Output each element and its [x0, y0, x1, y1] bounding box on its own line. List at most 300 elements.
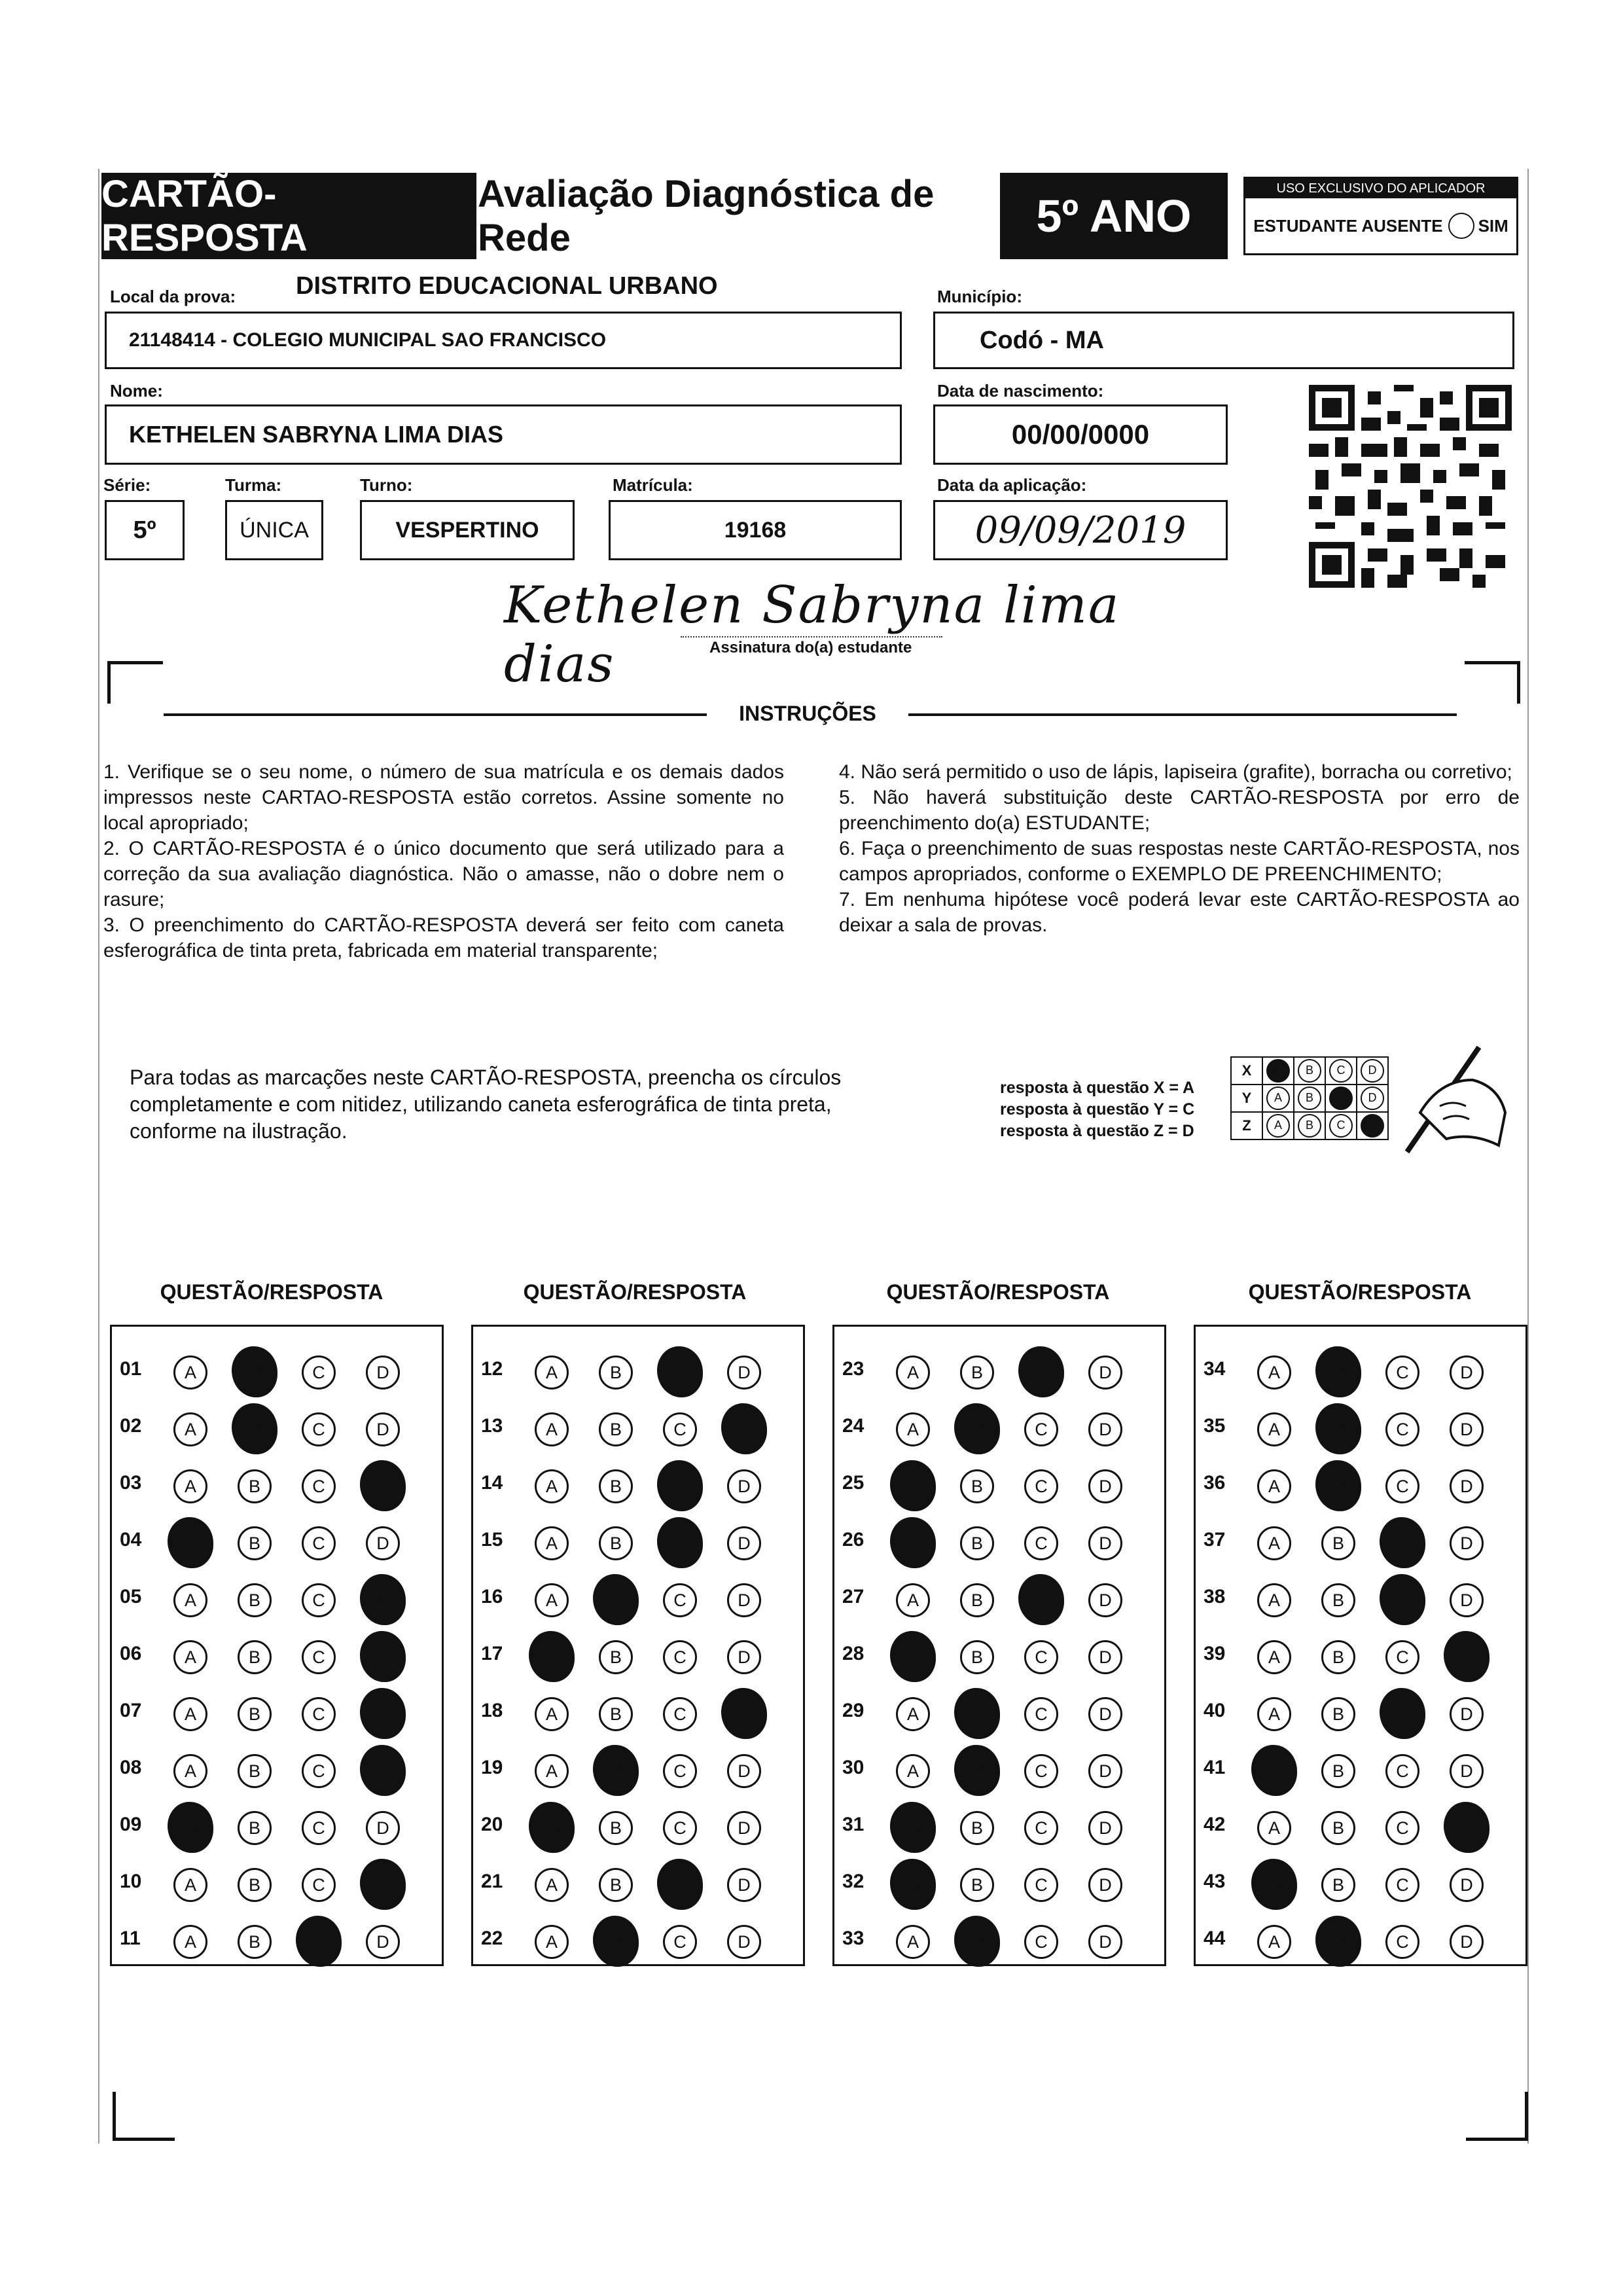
answer-bubble-d[interactable]: D — [1450, 1868, 1484, 1902]
answer-bubble-a[interactable]: A — [535, 1754, 569, 1788]
turma-value: ÚNICA — [240, 517, 309, 543]
example-bubble-d: D — [1361, 1114, 1384, 1138]
turno-label: Turno: — [360, 475, 413, 495]
aplicacao-label: Data da aplicação: — [937, 475, 1087, 495]
question-number: 06 — [120, 1643, 142, 1664]
answer-bubble-a[interactable]: A — [529, 1631, 575, 1682]
column-header: QUESTÃO/RESPOSTA — [1248, 1280, 1472, 1304]
question-row — [473, 1626, 803, 1687]
answer-bubble-b[interactable]: B — [960, 1583, 994, 1617]
question-row — [473, 1910, 803, 1971]
answer-bubble-c[interactable]: C — [1385, 1469, 1419, 1503]
answer-bubble-d[interactable]: D — [360, 1574, 406, 1625]
answer-bubble-d[interactable]: D — [1088, 1412, 1122, 1446]
answer-bubble-d[interactable]: D — [366, 1355, 400, 1390]
answer-bubble-d[interactable]: D — [721, 1403, 767, 1454]
municipio-field — [933, 312, 1514, 369]
answer-bubble-c[interactable]: C — [1024, 1469, 1058, 1503]
answer-bubble-b[interactable]: B — [1321, 1583, 1355, 1617]
question-number: 19 — [481, 1757, 503, 1778]
question-number: 25 — [842, 1472, 865, 1494]
answer-bubble-c[interactable]: C — [302, 1412, 336, 1446]
answer-bubble-a[interactable]: A — [890, 1631, 936, 1682]
answer-bubble-d[interactable]: D — [1088, 1526, 1122, 1560]
question-row — [1196, 1797, 1525, 1857]
answer-bubble-a[interactable]: A — [1257, 1355, 1291, 1390]
answer-bubble-c[interactable]: C — [663, 1412, 697, 1446]
question-number: 37 — [1204, 1529, 1226, 1551]
nome-field — [105, 404, 902, 465]
answer-bubble-d[interactable]: D — [1088, 1754, 1122, 1788]
answer-bubble-b[interactable]: B — [954, 1745, 1000, 1796]
answer-bubble-b[interactable]: B — [593, 1916, 639, 1967]
answer-bubble-d[interactable]: D — [721, 1688, 767, 1739]
answer-bubble-b[interactable]: B — [599, 1526, 633, 1560]
example-row-label: Z — [1231, 1112, 1262, 1139]
question-number: 31 — [842, 1814, 865, 1835]
turno-field — [360, 500, 575, 560]
question-row — [473, 1683, 803, 1744]
serie-label: Série: — [103, 475, 151, 495]
corner-mark-bottom-right — [1466, 2092, 1528, 2141]
answer-bubble-d[interactable]: D — [1088, 1640, 1122, 1674]
answer-bubble-c[interactable]: C — [1024, 1697, 1058, 1731]
answer-bubble-c[interactable]: C — [1024, 1868, 1058, 1902]
answer-bubble-c[interactable]: C — [1385, 1811, 1419, 1845]
answer-bubble-a[interactable]: A — [1257, 1925, 1291, 1959]
answer-bubble-c[interactable]: C — [657, 1346, 703, 1397]
answer-bubble-b[interactable]: B — [954, 1688, 1000, 1739]
question-row — [1196, 1455, 1525, 1516]
serie-field — [105, 500, 185, 560]
question-row — [1196, 1398, 1525, 1459]
answer-bubble-a[interactable]: A — [529, 1802, 575, 1853]
answer-bubble-a[interactable]: A — [1251, 1745, 1297, 1796]
answer-column — [471, 1325, 805, 1966]
answer-bubble-b[interactable]: B — [593, 1574, 639, 1625]
answer-bubble-c[interactable]: C — [296, 1916, 342, 1967]
answer-bubble-b[interactable]: B — [1321, 1811, 1355, 1845]
example-bubble-c: C — [1329, 1086, 1353, 1110]
example-bubble-b: B — [1298, 1114, 1321, 1138]
turma-field — [225, 500, 323, 560]
header-title: CARTÃO-RESPOSTA — [101, 173, 476, 259]
answer-column — [832, 1325, 1166, 1966]
answer-bubble-b[interactable]: B — [1321, 1526, 1355, 1560]
answer-bubble-a[interactable]: A — [535, 1868, 569, 1902]
example-bubble-d: D — [1361, 1086, 1384, 1110]
answer-bubble-b[interactable]: B — [238, 1811, 272, 1845]
question-row — [473, 1398, 803, 1459]
local-label: Local da prova: — [110, 287, 236, 306]
fill-instruction: Para todas as marcações neste CARTÃO-RESPOSTA, preencha os círculos completamente e com nitidez, utilizando caneta esferográfica de tinta preta, conforme na ilustração. — [130, 1066, 842, 1143]
answer-bubble-c[interactable]: C — [302, 1355, 336, 1390]
question-row — [834, 1797, 1164, 1857]
question-number: 11 — [120, 1928, 141, 1949]
answer-bubble-a[interactable]: A — [535, 1697, 569, 1731]
answer-bubble-d[interactable]: D — [360, 1688, 406, 1739]
answer-bubble-a[interactable]: A — [1257, 1640, 1291, 1674]
answer-bubble-a[interactable]: A — [173, 1583, 207, 1617]
answer-bubble-c[interactable]: C — [663, 1811, 697, 1845]
instruction-2: 2. O CARTÃO-RESPOSTA é o único documento que será utilizado para a correção da sua avaliação diagnóstica. Não o amasse, não o dobre nem o rasure; — [103, 838, 784, 910]
answer-bubble-a[interactable]: A — [1257, 1526, 1291, 1560]
absent-option: SIM — [1478, 215, 1508, 236]
answer-bubble-b[interactable]: B — [238, 1469, 272, 1503]
answer-bubble-b[interactable]: B — [238, 1526, 272, 1560]
answer-bubble-b[interactable]: B — [960, 1811, 994, 1845]
answer-bubble-a[interactable]: A — [896, 1355, 930, 1390]
question-row — [112, 1683, 442, 1744]
answer-bubble-d[interactable]: D — [727, 1583, 761, 1617]
answer-bubble-b[interactable]: B — [1315, 1403, 1361, 1454]
answer-bubble-b[interactable]: B — [960, 1469, 994, 1503]
instruction-5: 5. Não haverá substituição deste CARTÃO-RESPOSTA por erro de preenchimento do(a) ESTUDANTE; — [839, 787, 1520, 834]
answer-bubble-b[interactable]: B — [238, 1868, 272, 1902]
nome-label: Nome: — [110, 381, 163, 401]
question-number: 10 — [120, 1871, 142, 1892]
answer-bubble-a[interactable]: A — [1257, 1697, 1291, 1731]
answer-bubble-b[interactable]: B — [1321, 1697, 1355, 1731]
question-row — [1196, 1683, 1525, 1744]
corner-mark-top-left — [107, 661, 163, 704]
answer-bubble-c[interactable]: C — [302, 1469, 336, 1503]
answer-bubble-d[interactable]: D — [1450, 1925, 1484, 1959]
column-header: QUESTÃO/RESPOSTA — [886, 1280, 1110, 1304]
answer-bubble-a[interactable]: A — [173, 1640, 207, 1674]
answer-bubble-c[interactable]: C — [663, 1640, 697, 1674]
answer-bubble-d[interactable]: D — [366, 1526, 400, 1560]
question-row — [1196, 1569, 1525, 1630]
answer-bubble-b[interactable]: B — [599, 1868, 633, 1902]
example-bubble-b: B — [1298, 1059, 1321, 1083]
answer-bubble-d[interactable]: D — [727, 1526, 761, 1560]
answer-bubble-b[interactable]: B — [593, 1745, 639, 1796]
answer-bubble-a[interactable]: A — [1257, 1811, 1291, 1845]
answer-bubble-c[interactable]: C — [1380, 1517, 1425, 1568]
question-number: 05 — [120, 1586, 142, 1607]
answer-bubble-b[interactable]: B — [599, 1640, 633, 1674]
answer-bubble-d[interactable]: D — [366, 1925, 400, 1959]
question-number: 15 — [481, 1529, 503, 1551]
question-number: 41 — [1204, 1757, 1226, 1778]
answer-bubble-c[interactable]: C — [1385, 1412, 1419, 1446]
answer-bubble-a[interactable]: A — [535, 1925, 569, 1959]
answer-bubble-c[interactable]: C — [1024, 1754, 1058, 1788]
turma-label: Turma: — [225, 475, 282, 495]
answer-bubble-a[interactable]: A — [890, 1802, 936, 1853]
instructions-rule-left — [164, 713, 707, 716]
answer-bubble-a[interactable]: A — [173, 1355, 207, 1390]
question-row — [834, 1683, 1164, 1744]
answer-bubble-d[interactable]: D — [1088, 1868, 1122, 1902]
nascimento-label: Data de nascimento: — [937, 381, 1104, 401]
question-number: 33 — [842, 1928, 865, 1949]
answer-bubble-d[interactable]: D — [727, 1640, 761, 1674]
answer-bubble-a[interactable]: A — [168, 1517, 213, 1568]
question-row — [1196, 1512, 1525, 1573]
answer-bubble-d[interactable]: D — [1444, 1631, 1489, 1682]
answer-bubble-b[interactable]: B — [1315, 1916, 1361, 1967]
answer-bubble-a[interactable]: A — [173, 1412, 207, 1446]
answer-bubble-c[interactable]: C — [657, 1460, 703, 1511]
answer-bubble-d[interactable]: D — [1450, 1412, 1484, 1446]
answer-bubble-c[interactable]: C — [663, 1754, 697, 1788]
answer-bubble-b[interactable]: B — [232, 1346, 277, 1397]
answer-bubble-c[interactable]: C — [657, 1859, 703, 1910]
answer-bubble-b[interactable]: B — [960, 1526, 994, 1560]
question-number: 14 — [481, 1472, 503, 1494]
answer-bubble-b[interactable]: B — [954, 1403, 1000, 1454]
question-number: 18 — [481, 1700, 503, 1721]
question-number: 07 — [120, 1700, 142, 1721]
answer-bubble-d[interactable]: D — [360, 1460, 406, 1511]
question-number: 38 — [1204, 1586, 1226, 1607]
answer-bubble-b[interactable]: B — [960, 1868, 994, 1902]
answer-bubble-b[interactable]: B — [599, 1469, 633, 1503]
question-number: 32 — [842, 1871, 865, 1892]
answer-bubble-d[interactable]: D — [1088, 1469, 1122, 1503]
instructions-left — [103, 759, 784, 963]
answer-bubble-c[interactable]: C — [302, 1526, 336, 1560]
answer-bubble-c[interactable]: C — [1385, 1640, 1419, 1674]
answer-bubble-b[interactable]: B — [599, 1355, 633, 1390]
answer-bubble-b[interactable]: B — [1321, 1754, 1355, 1788]
absent-panel — [1243, 177, 1518, 255]
question-number: 20 — [481, 1814, 503, 1835]
answer-bubble-d[interactable]: D — [727, 1469, 761, 1503]
exclusive-label: USO EXCLUSIVO DO APLICADOR — [1245, 179, 1516, 198]
answer-bubble-b[interactable]: B — [1315, 1460, 1361, 1511]
fill-example-table — [1230, 1056, 1389, 1140]
answer-bubble-d[interactable]: D — [1450, 1583, 1484, 1617]
municipio-label: Município: — [937, 287, 1022, 306]
answer-bubble-c[interactable]: C — [657, 1517, 703, 1568]
district: DISTRITO EDUCACIONAL URBANO — [296, 272, 718, 300]
example-row — [1231, 1085, 1388, 1112]
answer-bubble-c[interactable]: C — [302, 1697, 336, 1731]
signature-label: Assinatura do(a) estudante — [709, 639, 912, 656]
school-value: 21148414 - COLEGIO MUNICIPAL SAO FRANCISCO — [129, 329, 607, 351]
answer-bubble-b[interactable]: B — [238, 1583, 272, 1617]
answer-bubble-c[interactable]: C — [1385, 1925, 1419, 1959]
answer-bubble-b[interactable]: B — [599, 1697, 633, 1731]
answer-bubble-d[interactable]: D — [1088, 1355, 1122, 1390]
answer-bubble-c[interactable]: C — [1018, 1574, 1064, 1625]
answer-bubble-c[interactable]: C — [302, 1754, 336, 1788]
question-number: 43 — [1204, 1871, 1226, 1892]
answer-bubble-d[interactable]: D — [1450, 1697, 1484, 1731]
municipio-value: Codó - MA — [980, 326, 1104, 354]
answer-bubble-d[interactable]: D — [1450, 1754, 1484, 1788]
answer-bubble-a[interactable]: A — [896, 1412, 930, 1446]
answer-bubble-d[interactable]: D — [366, 1811, 400, 1845]
answer-bubble-c[interactable]: C — [302, 1868, 336, 1902]
answer-bubble-a[interactable]: A — [1257, 1412, 1291, 1446]
corner-mark-top-right — [1465, 661, 1520, 704]
answer-bubble-d[interactable]: D — [1444, 1802, 1489, 1853]
question-row — [112, 1341, 442, 1402]
signature-line — [681, 636, 942, 638]
answer-bubble-d[interactable]: D — [1088, 1925, 1122, 1959]
answer-bubble-d[interactable]: D — [1450, 1469, 1484, 1503]
question-row — [834, 1569, 1164, 1630]
answer-bubble-b[interactable]: B — [960, 1355, 994, 1390]
question-row — [112, 1512, 442, 1573]
answer-bubble-d[interactable]: D — [727, 1355, 761, 1390]
answer-bubble-c[interactable]: C — [1024, 1526, 1058, 1560]
answer-bubble-b[interactable]: B — [599, 1412, 633, 1446]
answer-bubble-a[interactable]: A — [173, 1925, 207, 1959]
question-number: 24 — [842, 1415, 865, 1437]
answer-bubble-a[interactable]: A — [1257, 1583, 1291, 1617]
nome-value: KETHELEN SABRYNA LIMA DIAS — [129, 421, 504, 448]
answer-bubble-a[interactable]: A — [890, 1859, 936, 1910]
question-row — [112, 1626, 442, 1687]
question-number: 08 — [120, 1757, 142, 1778]
answer-bubble-d[interactable]: D — [727, 1754, 761, 1788]
question-number: 36 — [1204, 1472, 1226, 1494]
question-number: 22 — [481, 1928, 503, 1949]
answer-bubble-c[interactable]: C — [663, 1925, 697, 1959]
instruction-3: 3. O preenchimento do CARTÃO-RESPOSTA deverá ser feito com caneta esferográfica de tinta preta, fabricada em material transparente; — [103, 914, 784, 961]
answer-bubble-c[interactable]: C — [1024, 1811, 1058, 1845]
answer-bubble-b[interactable]: B — [238, 1925, 272, 1959]
example-row — [1231, 1112, 1388, 1139]
question-number: 09 — [120, 1814, 142, 1835]
matricula-value: 19168 — [724, 517, 787, 543]
question-row — [473, 1341, 803, 1402]
question-number: 29 — [842, 1700, 865, 1721]
school-field — [105, 312, 902, 369]
answer-bubble-b[interactable]: B — [232, 1403, 277, 1454]
example-bubble-c: C — [1329, 1059, 1353, 1083]
answer-bubble-b[interactable]: B — [954, 1916, 1000, 1967]
answer-bubble-c[interactable]: C — [1018, 1346, 1064, 1397]
answer-bubble-c[interactable]: C — [1024, 1640, 1058, 1674]
answer-bubble-a[interactable]: A — [173, 1754, 207, 1788]
answer-bubble-a[interactable]: A — [535, 1469, 569, 1503]
answer-bubble-d[interactable]: D — [1088, 1811, 1122, 1845]
instruction-1: 1. Verifique se o seu nome, o número de sua matrícula e os demais dados impressos neste CARTAO-RESPOSTA estão corretos. Assine somente no local apropriado; — [103, 761, 784, 834]
answer-bubble-a[interactable]: A — [173, 1469, 207, 1503]
answer-bubble-a[interactable]: A — [535, 1583, 569, 1617]
question-number: 04 — [120, 1529, 142, 1551]
absent-checkbox[interactable] — [1448, 213, 1474, 239]
answer-bubble-b[interactable]: B — [1321, 1868, 1355, 1902]
answer-bubble-d[interactable]: D — [1450, 1526, 1484, 1560]
answer-bubble-c[interactable]: C — [1380, 1574, 1425, 1625]
answer-bubble-c[interactable]: C — [302, 1640, 336, 1674]
answer-bubble-b[interactable]: B — [238, 1754, 272, 1788]
answer-bubble-c[interactable]: C — [302, 1583, 336, 1617]
question-row — [834, 1740, 1164, 1801]
serie-value: 5º — [133, 516, 156, 544]
question-number: 03 — [120, 1472, 142, 1494]
column-header: QUESTÃO/RESPOSTA — [160, 1280, 383, 1304]
answer-bubble-b[interactable]: B — [238, 1697, 272, 1731]
answer-bubble-a[interactable]: A — [173, 1868, 207, 1902]
answer-bubble-a[interactable]: A — [896, 1925, 930, 1959]
answer-bubble-d[interactable]: D — [1088, 1583, 1122, 1617]
answer-bubble-a[interactable]: A — [890, 1460, 936, 1511]
instruction-4: 4. Não será permitido o uso de lápis, lapiseira (grafite), borracha ou corretivo; — [839, 761, 1512, 783]
question-row — [112, 1740, 442, 1801]
question-row — [1196, 1910, 1525, 1971]
answer-bubble-c[interactable]: C — [1380, 1688, 1425, 1739]
answer-bubble-b[interactable]: B — [238, 1640, 272, 1674]
answer-bubble-c[interactable]: C — [1385, 1868, 1419, 1902]
question-number: 42 — [1204, 1814, 1226, 1835]
answer-bubble-a[interactable]: A — [890, 1517, 936, 1568]
answer-bubble-a[interactable]: A — [896, 1754, 930, 1788]
answer-bubble-b[interactable]: B — [1315, 1346, 1361, 1397]
column-header: QUESTÃO/RESPOSTA — [523, 1280, 747, 1304]
question-number: 13 — [481, 1415, 503, 1437]
example-row-label: X — [1231, 1057, 1262, 1085]
qr-code — [1309, 385, 1512, 588]
answer-bubble-b[interactable]: B — [960, 1640, 994, 1674]
answer-bubble-c[interactable]: C — [302, 1811, 336, 1845]
aplicacao-value: 09/09/2019 — [974, 509, 1186, 552]
answer-bubble-c[interactable]: C — [1024, 1412, 1058, 1446]
answer-bubble-c[interactable]: C — [1024, 1925, 1058, 1959]
answer-bubble-d[interactable]: D — [727, 1868, 761, 1902]
answer-bubble-a[interactable]: A — [1257, 1469, 1291, 1503]
answer-bubble-d[interactable]: D — [1450, 1355, 1484, 1390]
answer-bubble-d[interactable]: D — [727, 1811, 761, 1845]
answer-bubble-d[interactable]: D — [727, 1925, 761, 1959]
question-number: 35 — [1204, 1415, 1226, 1437]
instruction-6: 6. Faça o preenchimento de suas respostas neste CARTÃO-RESPOSTA, nos campos apropriados, conforme o EXEMPLO DE PREENCHIMENTO; — [839, 838, 1520, 885]
answer-bubble-c[interactable]: C — [1385, 1355, 1419, 1390]
answer-bubble-d[interactable]: D — [366, 1412, 400, 1446]
answer-bubble-a[interactable]: A — [173, 1697, 207, 1731]
matricula-field — [609, 500, 902, 560]
example-bubble-c: C — [1329, 1114, 1353, 1138]
answer-column — [1194, 1325, 1527, 1966]
question-row — [1196, 1341, 1525, 1402]
example-row-label: Y — [1231, 1085, 1262, 1112]
answer-bubble-d[interactable]: D — [360, 1631, 406, 1682]
question-row — [834, 1910, 1164, 1971]
answer-bubble-a[interactable]: A — [168, 1802, 213, 1853]
answer-bubble-a[interactable]: A — [896, 1583, 930, 1617]
answer-bubble-c[interactable]: C — [663, 1583, 697, 1617]
question-row — [473, 1569, 803, 1630]
question-row — [473, 1797, 803, 1857]
example-line-y: resposta à questão Y = C — [1000, 1100, 1195, 1119]
answer-bubble-b[interactable]: B — [1321, 1640, 1355, 1674]
answer-bubble-a[interactable]: A — [896, 1697, 930, 1731]
answer-bubble-d[interactable]: D — [1088, 1697, 1122, 1731]
answer-bubble-d[interactable]: D — [360, 1859, 406, 1910]
answer-bubble-a[interactable]: A — [535, 1526, 569, 1560]
answer-bubble-b[interactable]: B — [599, 1811, 633, 1845]
example-bubble-a: A — [1266, 1059, 1290, 1083]
answer-bubble-a[interactable]: A — [535, 1355, 569, 1390]
question-number: 17 — [481, 1643, 503, 1664]
example-row — [1231, 1057, 1388, 1085]
answer-bubble-c[interactable]: C — [1385, 1754, 1419, 1788]
question-number: 23 — [842, 1358, 865, 1380]
answer-bubble-a[interactable]: A — [535, 1412, 569, 1446]
answer-bubble-c[interactable]: C — [663, 1697, 697, 1731]
example-bubble-a: A — [1266, 1114, 1290, 1138]
example-lines — [1000, 1077, 1194, 1142]
answer-bubble-a[interactable]: A — [1251, 1859, 1297, 1910]
answer-bubble-d[interactable]: D — [360, 1745, 406, 1796]
